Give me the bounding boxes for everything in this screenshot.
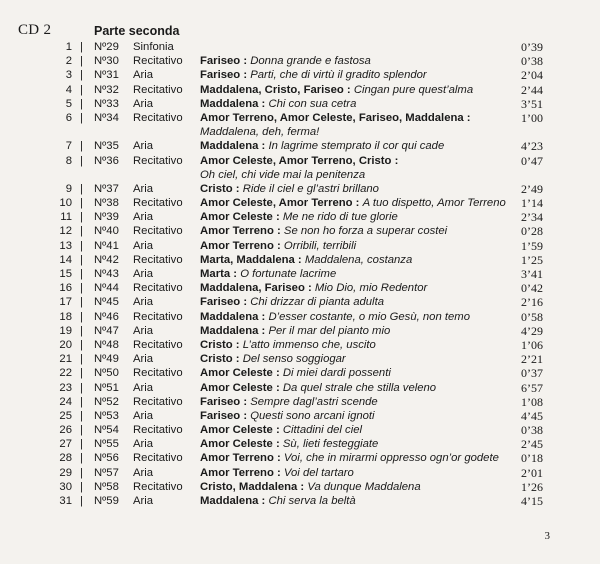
track-row — [0, 423, 600, 437]
track-number: 13 — [59, 239, 72, 252]
track-number: 6 — [65, 111, 72, 124]
track-characters: Cristo : — [200, 353, 240, 366]
track-form: Recitativo — [133, 253, 183, 266]
track-characters: Fariseo : — [200, 395, 248, 408]
catalog-number: Nº59 — [94, 495, 119, 508]
track-row — [0, 196, 600, 210]
track-number: 3 — [65, 69, 72, 82]
catalog-number: Nº35 — [94, 140, 119, 153]
track-title: D’esser costante, o mio Gesù, non temo — [268, 310, 470, 323]
catalog-number: Nº29 — [94, 41, 119, 53]
separator-bar: | — [80, 480, 83, 493]
track-number: 2 — [65, 55, 72, 68]
track-form: Aria — [133, 211, 154, 224]
track-form: Aria — [133, 140, 154, 153]
track-characters: Maddalena : — [200, 97, 266, 110]
track-number: 5 — [65, 97, 72, 110]
separator-bar: | — [80, 211, 83, 224]
track-description — [200, 196, 506, 210]
track-number: 8 — [65, 154, 72, 167]
track-form: Recitativo — [133, 225, 183, 238]
track-duration: 3’51 — [521, 96, 543, 111]
track-duration: 0’42 — [521, 281, 543, 296]
track-duration: 1’26 — [521, 479, 543, 494]
track-row — [0, 54, 600, 68]
track-description — [200, 253, 500, 267]
catalog-number: Nº49 — [94, 353, 119, 366]
catalog-number: Nº50 — [94, 367, 119, 380]
track-title: In lagrime stemprato il cor qui cade — [268, 140, 445, 153]
track-characters: Cristo : — [200, 182, 240, 195]
track-form: Aria — [133, 324, 154, 337]
track-number: 17 — [59, 296, 72, 309]
track-description — [200, 210, 500, 224]
separator-bar: | — [80, 69, 83, 82]
track-number: 4 — [65, 83, 72, 96]
track-characters: Maddalena : — [200, 495, 266, 508]
separator-bar: | — [80, 197, 83, 210]
track-row — [0, 224, 600, 238]
track-row — [0, 437, 600, 451]
track-characters: Amor Celeste, Amor Terreno : — [200, 197, 360, 210]
separator-bar: | — [80, 268, 83, 281]
track-row — [0, 295, 600, 309]
track-title: Se non ho forza a superar costei — [283, 225, 448, 238]
catalog-number: Nº42 — [94, 253, 119, 266]
track-title: Cittadini del ciel — [282, 424, 362, 437]
track-row — [0, 409, 600, 423]
separator-bar: | — [80, 353, 83, 366]
catalog-number: Nº56 — [94, 452, 119, 465]
page-number: 3 — [544, 530, 550, 542]
track-form: Recitativo — [133, 154, 183, 167]
track-description — [200, 451, 500, 465]
track-row — [0, 466, 600, 480]
track-form: Sinfonia — [133, 41, 174, 53]
separator-bar: | — [80, 338, 83, 351]
separator-bar: | — [80, 182, 83, 195]
track-number: 26 — [59, 424, 72, 437]
track-form: Aria — [133, 69, 154, 82]
track-title: Va dunque Maddalena — [307, 480, 421, 493]
track-title: Per il mar del pianto mio — [268, 324, 391, 337]
track-form: Aria — [133, 353, 154, 366]
track-title: Chi serva la beltà — [268, 495, 356, 508]
track-form: Recitativo — [133, 282, 183, 295]
track-number: 1 — [65, 41, 72, 53]
catalog-number: Nº37 — [94, 182, 119, 195]
track-duration: 6’57 — [521, 380, 543, 395]
track-description — [200, 83, 500, 97]
separator-bar: | — [80, 282, 83, 295]
separator-bar: | — [80, 367, 83, 380]
separator-bar: | — [80, 97, 83, 110]
track-number: 18 — [59, 310, 72, 323]
track-characters: Fariseo : — [200, 296, 248, 309]
track-form: Aria — [133, 182, 154, 195]
track-description — [200, 324, 500, 338]
track-row — [0, 83, 600, 97]
separator-bar: | — [80, 253, 83, 266]
track-duration: 1’06 — [521, 337, 543, 352]
track-title: Maddalena, costanza — [304, 253, 413, 266]
track-number: 24 — [59, 395, 72, 408]
track-form: Recitativo — [133, 55, 183, 68]
track-characters: Fariseo : — [200, 409, 248, 422]
track-number: 16 — [59, 282, 72, 295]
track-number: 9 — [65, 182, 72, 195]
track-number: 27 — [59, 438, 72, 451]
catalog-number: Nº51 — [94, 381, 119, 394]
catalog-number: Nº33 — [94, 97, 119, 110]
separator-bar: | — [80, 310, 83, 323]
track-duration: 1’00 — [521, 110, 543, 125]
track-description — [200, 395, 500, 409]
catalog-number: Nº58 — [94, 480, 119, 493]
track-number: 29 — [59, 466, 72, 479]
track-form: Recitativo — [133, 395, 183, 408]
track-row — [0, 281, 600, 295]
track-description — [200, 409, 500, 423]
track-row — [0, 111, 600, 139]
track-characters: Maddalena : — [200, 140, 266, 153]
track-title: Del senso soggiogar — [242, 353, 346, 366]
track-row — [0, 139, 600, 153]
track-number: 30 — [59, 480, 72, 493]
track-number: 20 — [59, 338, 72, 351]
track-form: Recitativo — [133, 197, 183, 210]
track-duration: 4’45 — [521, 408, 543, 423]
track-duration: 0’47 — [521, 153, 543, 168]
track-form: Aria — [133, 268, 154, 281]
track-duration: 2’34 — [521, 210, 543, 225]
track-duration: 3’41 — [521, 267, 543, 282]
catalog-number: Nº31 — [94, 69, 119, 82]
catalog-number: Nº34 — [94, 111, 119, 124]
track-form: Aria — [133, 438, 154, 451]
track-characters: Cristo, Maddalena : — [200, 480, 305, 493]
track-description — [200, 97, 500, 111]
track-description — [200, 239, 500, 253]
separator-bar: | — [80, 395, 83, 408]
separator-bar: | — [80, 424, 83, 437]
track-characters: Maddalena : — [200, 310, 266, 323]
track-number: 11 — [60, 211, 72, 224]
track-title: Chi con sua cetra — [268, 97, 357, 110]
catalog-number: Nº53 — [94, 409, 119, 422]
separator-bar: | — [80, 409, 83, 422]
track-duration: 0’58 — [521, 309, 543, 324]
track-title: L’atto immenso che, uscito — [242, 338, 376, 351]
track-title: Donna grande e fastosa — [250, 55, 371, 68]
track-row — [0, 352, 600, 366]
track-row — [0, 68, 600, 82]
track-duration: 0’28 — [521, 224, 543, 239]
track-row — [0, 239, 600, 253]
track-duration: 0’39 — [521, 40, 543, 54]
track-form: Recitativo — [133, 338, 183, 351]
track-number: 12 — [59, 225, 72, 238]
track-characters: Fariseo : — [200, 69, 248, 82]
catalog-number: Nº54 — [94, 424, 119, 437]
track-characters: Amor Celeste, Amor Terreno, Cristo : — [200, 154, 399, 167]
catalog-number: Nº43 — [94, 268, 119, 281]
track-number: 23 — [59, 381, 72, 394]
track-description — [200, 267, 500, 281]
track-title: Maddalena, deh, ferma! — [200, 126, 320, 139]
track-number: 22 — [59, 367, 72, 380]
track-list — [0, 40, 600, 508]
catalog-number: Nº30 — [94, 55, 119, 68]
catalog-number: Nº39 — [94, 211, 119, 224]
track-characters: Marta, Maddalena : — [200, 253, 302, 266]
track-form: Recitativo — [133, 111, 183, 124]
track-title: Sempre dagl’astri scende — [250, 395, 378, 408]
track-description — [200, 338, 500, 352]
track-description — [200, 139, 500, 153]
track-row — [0, 381, 600, 395]
track-description — [200, 182, 500, 196]
separator-bar: | — [80, 55, 83, 68]
track-title: Questi sono arcani ignoti — [250, 409, 375, 422]
track-characters: Amor Celeste : — [200, 211, 280, 224]
separator-bar: | — [80, 111, 83, 124]
track-duration: 2’21 — [521, 352, 543, 367]
track-number: 25 — [59, 409, 72, 422]
track-form: Aria — [133, 296, 154, 309]
separator-bar: | — [80, 296, 83, 309]
track-form: Aria — [133, 381, 154, 394]
track-title: Oh ciel, chi vide mai la penitenza — [200, 168, 366, 181]
catalog-number: Nº45 — [94, 296, 119, 309]
track-description — [200, 295, 500, 309]
track-row — [0, 97, 600, 111]
track-row — [0, 324, 600, 338]
track-number: 7 — [65, 140, 72, 153]
catalog-number: Nº47 — [94, 324, 119, 337]
track-duration: 2’49 — [521, 181, 543, 196]
track-description — [200, 111, 500, 139]
track-number: 31 — [59, 495, 72, 508]
separator-bar: | — [80, 495, 83, 508]
track-characters: Amor Terreno : — [200, 466, 281, 479]
separator-bar: | — [80, 438, 83, 451]
track-duration: 2’45 — [521, 437, 543, 452]
track-characters: Amor Celeste : — [200, 367, 280, 380]
track-form: Recitativo — [133, 83, 183, 96]
catalog-number: Nº55 — [94, 438, 119, 451]
separator-bar: | — [80, 154, 83, 167]
track-title: Orribili, terribili — [283, 239, 357, 252]
catalog-number: Nº48 — [94, 338, 119, 351]
catalog-number: Nº41 — [94, 239, 119, 252]
separator-bar: | — [80, 452, 83, 465]
catalog-number: Nº36 — [94, 154, 119, 167]
track-title: Mio Dio, mio Redentor — [314, 282, 428, 295]
track-duration: 2’16 — [521, 295, 543, 310]
track-characters: Maddalena, Fariseo : — [200, 282, 312, 295]
track-duration: 2’04 — [521, 68, 543, 83]
track-title: Voi del tartaro — [283, 466, 354, 479]
track-title: Parti, che di virtù il gradito splendor — [250, 69, 427, 82]
track-characters: Marta : — [200, 268, 238, 281]
cd-label: CD 2 — [18, 22, 52, 38]
track-duration: 4’15 — [521, 494, 543, 509]
track-characters: Fariseo : — [200, 55, 248, 68]
separator-bar: | — [80, 140, 83, 153]
track-duration: 1’59 — [521, 238, 543, 253]
track-description — [200, 224, 500, 238]
track-description — [200, 494, 500, 508]
track-row — [0, 395, 600, 409]
track-duration: 0’38 — [521, 54, 543, 69]
track-duration: 2’01 — [521, 465, 543, 480]
separator-bar: | — [80, 41, 83, 53]
track-description — [200, 281, 500, 295]
separator-bar: | — [80, 466, 83, 479]
track-description — [200, 68, 500, 82]
track-row — [0, 310, 600, 324]
track-characters: Amor Terreno : — [200, 239, 281, 252]
catalog-number: Nº32 — [94, 83, 119, 96]
track-form: Aria — [133, 466, 154, 479]
track-title: Voi, che in mirarmi oppresso ogn’or godete — [283, 452, 499, 465]
track-row — [0, 480, 600, 494]
track-form: Aria — [133, 239, 154, 252]
track-description — [200, 366, 500, 380]
track-form: Recitativo — [133, 480, 183, 493]
track-characters: Cristo : — [200, 338, 240, 351]
track-form: Recitativo — [133, 452, 183, 465]
track-duration: 2’44 — [521, 82, 543, 97]
track-number: 14 — [59, 253, 72, 266]
catalog-number: Nº52 — [94, 395, 119, 408]
track-characters: Amor Celeste : — [200, 438, 280, 451]
track-duration: 0’18 — [521, 451, 543, 466]
track-characters: Amor Terreno, Amor Celeste, Fariseo, Maddalena : — [200, 111, 471, 124]
track-description — [200, 381, 500, 395]
track-form: Aria — [133, 495, 154, 508]
track-row — [0, 154, 600, 182]
track-form: Recitativo — [133, 424, 183, 437]
separator-bar: | — [80, 225, 83, 238]
track-row — [0, 494, 600, 508]
track-description — [200, 466, 500, 480]
catalog-number: Nº40 — [94, 225, 119, 238]
track-row — [0, 338, 600, 352]
track-row — [0, 253, 600, 267]
catalog-number: Nº46 — [94, 310, 119, 323]
track-title: Cingan pure quest’alma — [353, 83, 474, 96]
track-form: Recitativo — [133, 310, 183, 323]
track-description — [200, 437, 500, 451]
separator-bar: | — [80, 239, 83, 252]
track-title: Me ne rido di tue glorie — [282, 211, 398, 224]
track-description — [200, 352, 500, 366]
track-characters: Amor Terreno : — [200, 452, 281, 465]
track-title: Sù, lieti festeggiate — [282, 438, 379, 451]
track-row — [0, 182, 600, 196]
track-characters: Amor Celeste : — [200, 424, 280, 437]
track-title: O fortunate lacrime — [240, 268, 337, 281]
track-row — [0, 366, 600, 380]
catalog-number: Nº38 — [94, 197, 119, 210]
separator-bar: | — [80, 324, 83, 337]
track-description — [200, 310, 500, 324]
track-row — [0, 451, 600, 465]
track-characters: Maddalena : — [200, 324, 266, 337]
track-description — [200, 423, 500, 437]
track-number: 15 — [59, 268, 72, 281]
track-number: 19 — [59, 324, 72, 337]
track-duration: 1’25 — [521, 252, 543, 267]
track-title: Ride il ciel e gl’astri brillano — [242, 182, 379, 195]
track-description — [200, 154, 500, 182]
track-number: 10 — [59, 197, 72, 210]
track-number: 28 — [59, 452, 72, 465]
track-duration: 0’37 — [521, 366, 543, 381]
track-row — [0, 267, 600, 281]
track-title: A tuo dispetto, Amor Terreno — [362, 197, 506, 210]
part-title: Parte seconda — [94, 24, 180, 38]
track-row — [0, 210, 600, 224]
track-duration: 1’08 — [521, 394, 543, 409]
track-row — [0, 40, 600, 54]
track-duration: 4’29 — [521, 323, 543, 338]
track-form: Aria — [133, 97, 154, 110]
track-form: Recitativo — [133, 367, 183, 380]
track-title: Da quel strale che stilla veleno — [282, 381, 437, 394]
track-duration: 1’14 — [521, 196, 543, 211]
track-characters: Maddalena, Cristo, Fariseo : — [200, 83, 351, 96]
track-duration: 4’23 — [521, 139, 543, 154]
track-description — [200, 480, 500, 494]
track-characters: Amor Celeste : — [200, 381, 280, 394]
track-title: Di miei dardi possenti — [282, 367, 391, 380]
track-title: Chi drizzar di pianta adulta — [250, 296, 384, 309]
catalog-number: Nº57 — [94, 466, 119, 479]
separator-bar: | — [80, 83, 83, 96]
track-description — [200, 54, 500, 68]
track-duration: 0’38 — [521, 423, 543, 438]
catalog-number: Nº44 — [94, 282, 119, 295]
track-characters: Amor Terreno : — [200, 225, 281, 238]
track-number: 21 — [59, 353, 72, 366]
separator-bar: | — [80, 381, 83, 394]
track-form: Aria — [133, 409, 154, 422]
